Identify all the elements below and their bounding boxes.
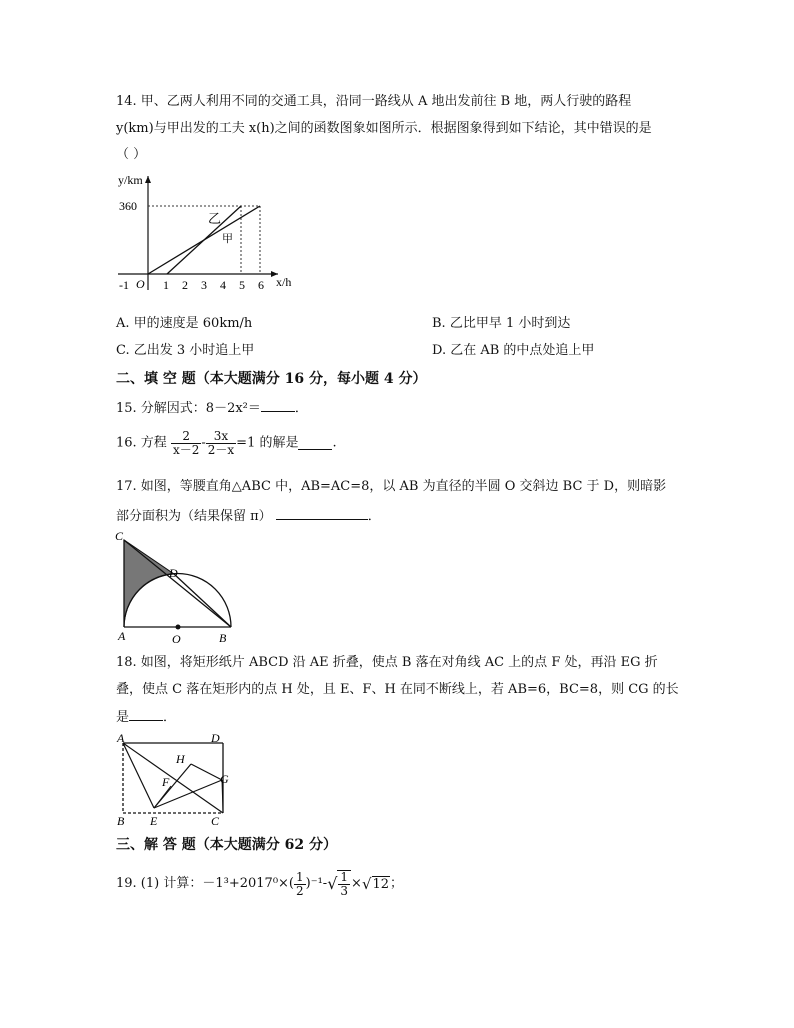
point-h-label: H	[176, 752, 185, 766]
fraction-numerator: 3x	[206, 430, 236, 444]
q15	[116, 399, 308, 417]
q18-figure	[112, 730, 237, 828]
q18-end: ．	[163, 710, 177, 725]
q18-line3	[116, 708, 176, 726]
point-b-label: B	[117, 814, 125, 828]
q17-line1: 17. 如图，等腰直角△ABC 中，AB=AC=8，以 AB 为直径的半圆 O 交斜边 BC 于 D，则暗影	[116, 479, 667, 494]
point-d-label: D	[169, 566, 178, 580]
x-tick: 3	[201, 278, 207, 292]
point-g-label: G	[220, 772, 229, 786]
section2-title: 二、填 空 题（本大题满分 16 分，每小题 4 分）	[116, 371, 427, 387]
q19-end: ；	[390, 876, 404, 891]
q17-line2	[116, 507, 381, 525]
y-axis-label: y/km	[118, 173, 143, 187]
q15-text: 15. 分解因式：8－2x²＝	[116, 401, 261, 416]
x-tick: 6	[258, 278, 264, 292]
y-tick-360: 360	[119, 199, 137, 213]
section3-title: 三、解 答 题（本大题满分 62 分）	[116, 837, 337, 853]
q19-pow: )⁻¹-	[305, 876, 328, 891]
q14-option-a[interactable]: A. 甲的速度是 60km/h	[116, 316, 253, 331]
q18-blank[interactable]	[129, 708, 163, 721]
x-tick: 4	[220, 278, 226, 292]
origin-label: O	[136, 277, 145, 291]
label-jia: 甲	[222, 232, 233, 245]
q16-minus: -	[201, 435, 206, 451]
q18-line1: 18. 如图，将矩形纸片 ABCD 沿 AE 折叠，使点 B 落在对角线 AC 上的点 F 处，再沿 EG 折	[116, 655, 658, 670]
fraction-numerator: 1	[340, 870, 349, 884]
point-o-label: O	[172, 632, 181, 646]
q16-prefix: 16. 方程	[116, 435, 167, 451]
x-tick-neg1: -1	[119, 278, 129, 292]
q19-sqrt-fraction	[337, 870, 351, 898]
q15-end: ．	[294, 401, 308, 416]
q16-end: .	[332, 435, 337, 451]
point-a-label: A	[118, 629, 126, 643]
q18-line3-text: 是	[116, 710, 130, 725]
x-tick: 1	[163, 278, 169, 292]
point-c-label: C	[115, 529, 124, 543]
q14-option-b[interactable]: B. 乙比甲早 1 小时到达	[432, 316, 571, 331]
q19-fraction-half	[294, 871, 306, 898]
point-f-label: F	[162, 775, 170, 789]
q18-line2: 叠，使点 C 落在矩形内的点 H 处，且 E、F、H 在同不断线上，若 AB=6，BC=8，则 CG 的长	[116, 682, 679, 697]
q14-answer-paren: （ ）	[116, 147, 147, 162]
q14-graph	[110, 168, 300, 298]
q17-blank[interactable]	[276, 507, 368, 520]
point-b-label: B	[219, 631, 227, 645]
fraction-numerator: 2	[171, 430, 201, 444]
x-axis-label: x/h	[276, 275, 292, 289]
q14-option-d[interactable]: D. 乙在 AB 的中点处追上甲	[432, 343, 595, 358]
q19-rad12: 12	[372, 876, 390, 892]
q16-blank[interactable]	[298, 437, 332, 450]
label-yi: 乙	[208, 212, 222, 227]
q16-fraction-1	[171, 430, 201, 457]
q14-line1: 14. 甲、乙两人利用不同的交通工具，沿同一路线从 A 地出发前往 B 地，两人行驶的路程	[116, 94, 632, 109]
q17-end: ．	[367, 509, 381, 524]
q16-fraction-2	[206, 430, 236, 457]
q19-prefix: 19. (1) 计算：－1³+2017⁰×(	[116, 876, 294, 891]
q16	[116, 430, 337, 457]
fraction-denominator: 3	[340, 884, 349, 898]
q15-blank[interactable]	[261, 399, 295, 412]
x-tick: 2	[182, 278, 188, 292]
fraction-denominator: 2	[296, 883, 304, 898]
x-tick: 5	[239, 278, 245, 292]
q14-line2: y(km)与甲出发的工夫 x(h)之间的函数图象如图所示．根据图象得到如下结论，其中错误的是	[116, 121, 652, 136]
fraction-numerator: 1	[296, 869, 304, 884]
sqrt-icon: √	[327, 874, 338, 893]
sqrt-icon: √	[361, 875, 372, 893]
q19	[116, 870, 403, 898]
q19-times: ×	[351, 876, 362, 891]
q17-figure	[112, 528, 232, 646]
point-a-label: A	[117, 731, 125, 745]
q17-line2-text: 部分面积为（结果保留 π）	[116, 509, 272, 524]
fraction-denominator: 2－x	[207, 443, 235, 457]
point-c-label: C	[211, 814, 220, 828]
fraction-denominator: x－2	[172, 443, 200, 457]
point-e-label: E	[150, 814, 158, 828]
point-d-label: D	[211, 731, 220, 745]
q16-suffix: =1 的解是	[236, 435, 299, 451]
q14-option-c[interactable]: C. 乙出发 3 小时追上甲	[116, 343, 255, 358]
